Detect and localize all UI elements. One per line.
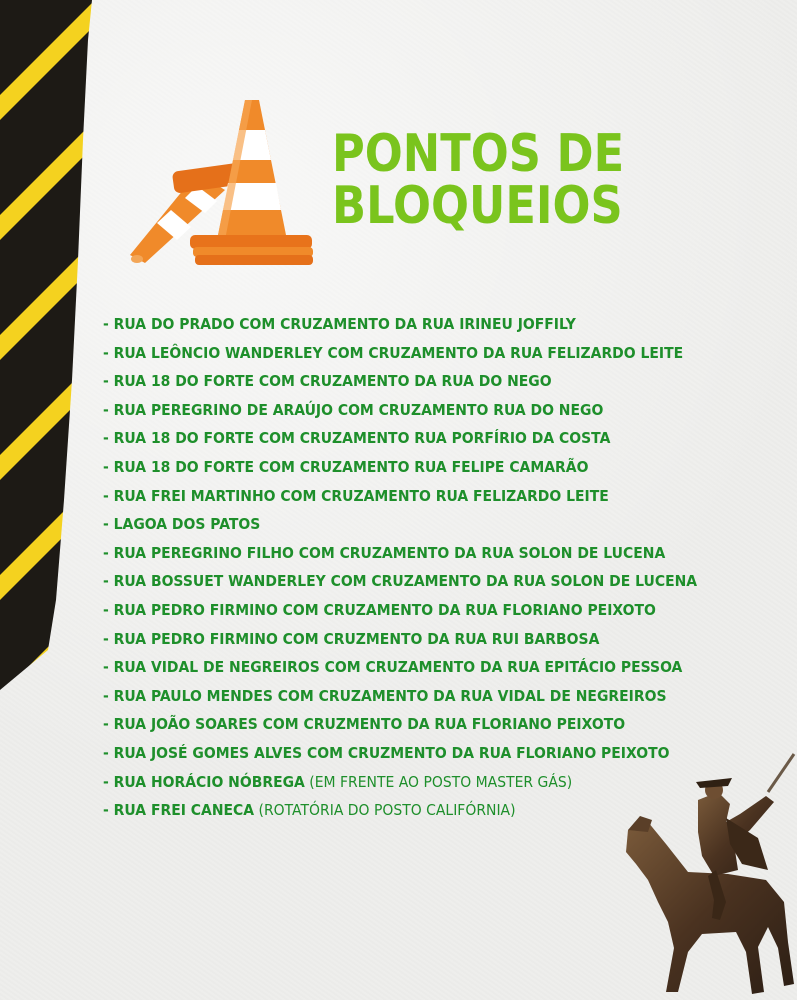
list-item: - RUA PEDRO FIRMINO COM CRUZAMENTO DA RUA FLORIANO PEIXOTO [103,600,656,619]
list-item: - RUA PEREGRINO FILHO COM CRUZAMENTO DA RUA SOLON DE LUCENA [103,543,666,562]
list-item: - RUA PEDRO FIRMINO COM CRUZMENTO DA RUA RUI BARBOSA [103,629,600,648]
hazard-stripe-decoration [0,0,100,700]
list-item: - RUA HORÁCIO NÓBREGA (EM FRENTE AO POSTO MASTER GÁS) [103,772,573,791]
list-item: - RUA DO PRADO COM CRUZAMENTO DA RUA IRINEU JOFFILY [103,315,576,333]
list-item: - RUA PEREGRINO DE ARAÚJO COM CRUZAMENTO RUA DO NEGO [103,400,604,419]
title-line-1: PONTOS DE [332,124,625,184]
page-title [332,124,625,236]
list-item: - RUA FREI CANECA (ROTATÓRIA DO POSTO CALIFÓRNIA) [103,801,516,820]
list-item: - RUA PAULO MENDES COM CRUZAMENTO DA RUA VIDAL DE NEGREIROS [103,686,667,705]
title-line-2: BLOQUEIOS [332,176,623,236]
list-item: - LAGOA DOS PATOS [103,515,261,534]
list-item: - RUA 18 DO FORTE COM CRUZAMENTO RUA FELIPE CAMARÃO [103,457,589,476]
list-item: - RUA JOSÉ GOMES ALVES COM CRUZMENTO DA RUA FLORIANO PEIXOTO [103,743,670,762]
traffic-cones-icon [125,95,325,270]
list-item: - RUA 18 DO FORTE COM CRUZAMENTO RUA PORFÍRIO DA COSTA [103,429,611,448]
list-item: - RUA LEÔNCIO WANDERLEY COM CRUZAMENTO DA RUA FELIZARDO LEITE [103,343,684,362]
list-item: - RUA JOÃO SOARES COM CRUZMENTO DA RUA FLORIANO PEIXOTO [103,715,626,734]
list-item: - RUA BOSSUET WANDERLEY COM CRUZAMENTO DA RUA SOLON DE LUCENA [103,572,698,591]
equestrian-statue-image [618,752,797,1000]
list-item: - RUA VIDAL DE NEGREIROS COM CRUZAMENTO DA RUA EPITÁCIO PESSOA [103,658,683,677]
list-item: - RUA FREI MARTINHO COM CRUZAMENTO RUA FELIZARDO LEITE [103,486,609,505]
list-item: - RUA 18 DO FORTE COM CRUZAMENTO DA RUA DO NEGO [103,372,552,391]
blockade-list [103,310,742,825]
